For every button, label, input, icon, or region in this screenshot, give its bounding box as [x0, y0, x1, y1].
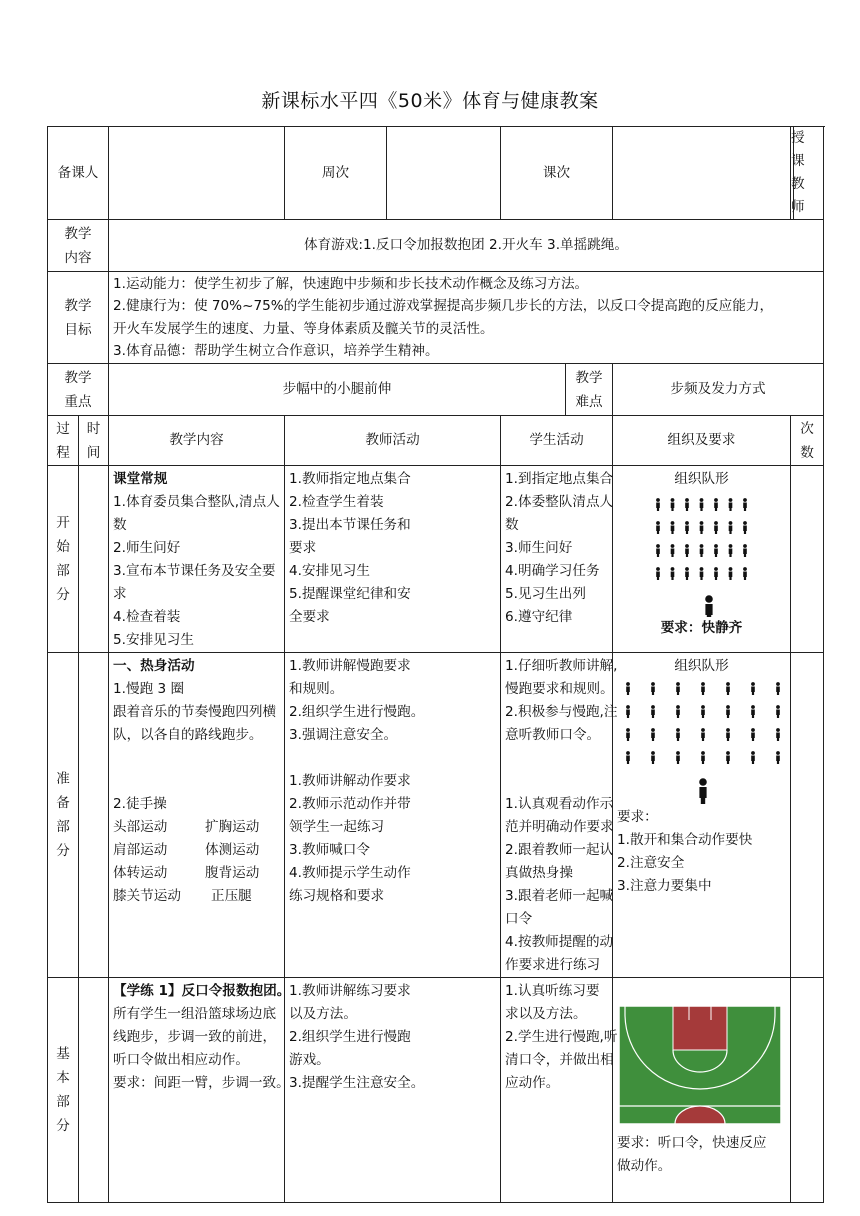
start-teacher: 1.教师指定地点集合 2.检查学生着装 3.提出本节课任务和 要求 4.安排见习生 5.提醒课堂纪律和安 全要求: [285, 466, 501, 653]
student-figure: [751, 682, 755, 695]
student-figure: [676, 705, 680, 718]
prep-content: 一、热身活动 1.慢跑 3 圈 跟着音乐的节奏慢跑四列横 队，以各自的路线跑步。 2.徒手操 头部运动 扩胸运动 肩部运动 体测运动 体转运动 腹背运动 膝关节运动 正压腿: [109, 653, 285, 978]
student-figure: [743, 498, 747, 511]
formation-diagram-prep: [617, 678, 787, 806]
teacher-label: 授课教师: [791, 127, 794, 220]
teacher-figure: [699, 778, 707, 804]
student-figure: [743, 544, 747, 557]
goals-label: 教学 目标: [48, 272, 109, 364]
student-figure: [726, 728, 730, 741]
student-figure: [676, 751, 680, 764]
student-figure: [656, 521, 660, 534]
start-section-label: 开 始 部 分: [48, 466, 79, 653]
student-figure: [776, 751, 780, 764]
basic-section-label: 基 本 部 分: [48, 978, 79, 1203]
student-figure: [751, 705, 755, 718]
col-time: 时 间: [79, 416, 109, 466]
start-organization: 组织队形 要求：快静齐: [613, 466, 791, 653]
lesson-label: 课次: [501, 127, 613, 220]
week-label: 周次: [285, 127, 387, 220]
student-figure: [701, 751, 705, 764]
key-label: 教学 重点: [48, 364, 109, 416]
start-student: 1.到指定地点集合 2.体委整队清点人 数 3.师生问好 4.明确学习任务 5.见习生出列 6.遵守纪律: [501, 466, 613, 653]
student-figure: [743, 567, 747, 580]
student-figure: [714, 498, 718, 511]
basketball-court-diagram: [617, 1004, 783, 1126]
student-figure: [700, 567, 704, 580]
student-figure: [726, 682, 730, 695]
student-figure: [701, 705, 705, 718]
basic-teacher: 1.教师讲解练习要求 以及方法。 2.组织学生进行慢跑 游戏。 3.提醒学生注意安全。: [285, 978, 501, 1203]
prep-student: 1.仔细听教师讲解, 慢跑要求和规则。 2.积极参与慢跑,注 意听教师口令。 1.认真观看动作示 范并明确动作要求 2.跟着教师一起认 真做热身操 3.跟着老师一起喊 口令 4.按教师提醒的动 作要求进行练习: [501, 653, 613, 978]
start-count: [791, 466, 824, 653]
start-time: [79, 466, 109, 653]
student-figure: [671, 544, 675, 557]
lesson-plan-table: [47, 126, 824, 1203]
student-figure: [626, 705, 630, 718]
student-figure: [656, 498, 660, 511]
student-figure: [671, 521, 675, 534]
basic-count: [791, 978, 824, 1203]
student-figure: [651, 682, 655, 695]
content-label: 教学 内容: [48, 220, 109, 272]
basic-student: 1.认真听练习要 求以及方法。 2.学生进行慢跑,听 清口令，并做出相 应动作。: [501, 978, 613, 1203]
key-text: 步幅中的小腿前伸: [109, 364, 566, 416]
student-figure: [776, 705, 780, 718]
prep-organization: 组织队形 要求： 1.散开和集合动作要快 2.注意安全 3.注意力要集中: [613, 653, 791, 978]
preparer-label: 备课人: [48, 127, 109, 220]
student-figure: [651, 728, 655, 741]
student-figure: [751, 728, 755, 741]
teacher-figure: [705, 595, 713, 617]
basic-content: 【学练 1】反口令报数抱团。 所有学生一组沿篮球场边底 线跑步，步调一致的前进， 听口令做出相应动作。 要求：间距一臂，步调一致。: [109, 978, 285, 1203]
student-figure: [701, 728, 705, 741]
content-text: 体育游戏:1.反口令加报数抱团 2.开火车 3.单摇跳绳。: [109, 220, 824, 272]
student-figure: [726, 751, 730, 764]
week-value: [387, 127, 501, 220]
student-figure: [729, 498, 733, 511]
basic-organization: 要求：听口令，快速反应 做动作。: [613, 978, 791, 1203]
prep-section-label: 准 备 部 分: [48, 653, 79, 978]
col-process: 过 程: [48, 416, 79, 466]
difficulty-label: 教学 难点: [566, 364, 613, 416]
student-figure: [626, 728, 630, 741]
prep-time: [79, 653, 109, 978]
preparer-value: [109, 127, 285, 220]
student-figure: [729, 544, 733, 557]
prep-count: [791, 653, 824, 978]
student-figure: [776, 682, 780, 695]
page-title: 新课标水平四《50米》体育与健康教案: [261, 90, 599, 112]
student-figure: [685, 544, 689, 557]
formation-diagram-start: [617, 491, 787, 617]
student-figure: [714, 521, 718, 534]
student-figure: [726, 705, 730, 718]
student-figure: [700, 521, 704, 534]
lesson-value: [613, 127, 791, 220]
student-figure: [776, 728, 780, 741]
basic-time: [79, 978, 109, 1203]
col-content: 教学内容: [109, 416, 285, 466]
student-figure: [685, 567, 689, 580]
student-figure: [685, 498, 689, 511]
difficulty-text: 步频及发力方式: [613, 364, 824, 416]
student-figure: [671, 498, 675, 511]
student-figure: [671, 567, 675, 580]
student-figure: [651, 751, 655, 764]
student-figure: [701, 682, 705, 695]
student-figure: [656, 567, 660, 580]
student-figure: [685, 521, 689, 534]
student-figure: [626, 751, 630, 764]
student-figure: [751, 751, 755, 764]
student-figure: [729, 521, 733, 534]
goals-text: 1.运动能力：使学生初步了解，快速跑中步频和步长技术动作概念及练习方法。 2.健康行为：使 70%~75%的学生能初步通过游戏掌握提高步频几步长的方法，以反口令提高跑的反应能力， 开火车发展学生的速度、力量、等身体素质及髋关节的灵活性。 3.体育品德：帮助学生树立合作意识，培养学生精神。: [109, 272, 824, 364]
student-figure: [651, 705, 655, 718]
student-figure: [676, 728, 680, 741]
student-figure: [700, 498, 704, 511]
col-student: 学生活动: [501, 416, 613, 466]
student-figure: [676, 682, 680, 695]
col-count: 次 数: [791, 416, 824, 466]
student-figure: [743, 521, 747, 534]
student-figure: [729, 567, 733, 580]
student-figure: [714, 544, 718, 557]
student-figure: [714, 567, 718, 580]
col-teacher: 教师活动: [285, 416, 501, 466]
prep-teacher: 1.教师讲解慢跑要求 和规则。 2.组织学生进行慢跑。 3.强调注意安全。 1.教师讲解动作要求 2.教师示范动作并带 领学生一起练习 3.教师喊口令 4.教师提示学生动作 练习规格和要求: [285, 653, 501, 978]
student-figure: [656, 544, 660, 557]
student-figure: [626, 682, 630, 695]
student-figure: [700, 544, 704, 557]
start-content: 课堂常规 1.体育委员集合整队,清点人 数 2.师生问好 3.宣布本节课任务及安全要 求 4.检查着装 5.安排见习生: [109, 466, 285, 653]
col-org: 组织及要求: [613, 416, 791, 466]
